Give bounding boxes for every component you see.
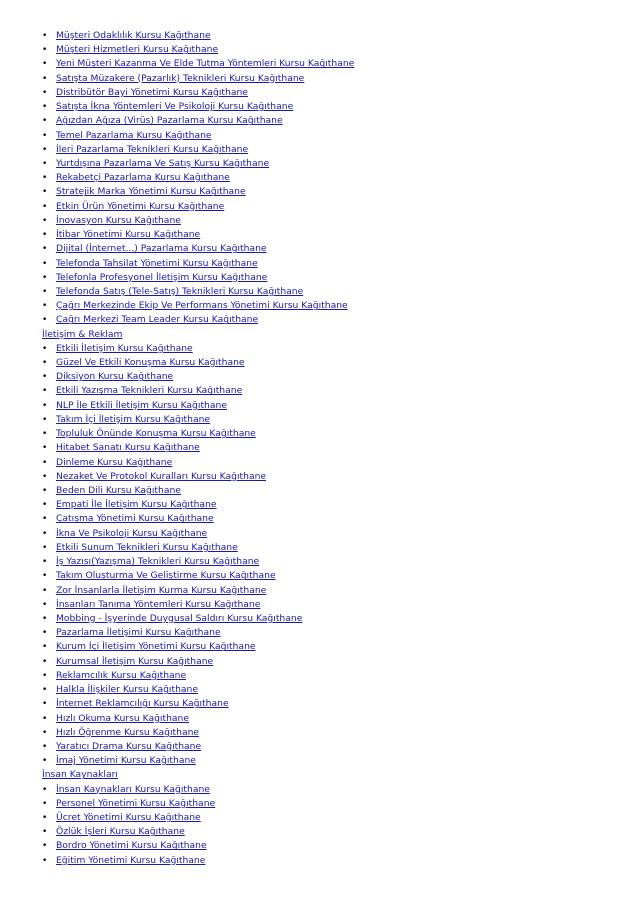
course-link[interactable]: Ücret Yönetimi Kursu Kağıthane — [56, 812, 201, 824]
course-link[interactable]: Kurumsal İletişim Kursu Kağıthane — [56, 655, 214, 667]
bullet-icon: • — [42, 286, 48, 297]
list-item — [0, 456, 638, 470]
course-link[interactable]: Özlük İşleri Kursu Kağıthane — [56, 826, 185, 838]
bullet-icon: • — [42, 414, 48, 425]
list-item — [0, 114, 638, 128]
bullet-icon: • — [42, 87, 48, 98]
list-item — [0, 584, 638, 598]
course-link[interactable]: Empati İle İletişim Kursu Kağıthane — [56, 499, 217, 511]
list-item — [0, 43, 638, 57]
list-item — [0, 342, 638, 356]
bullet-icon: • — [42, 102, 48, 113]
list-item — [0, 797, 638, 811]
course-link[interactable]: Satışta Müzakere (Pazarlık) Teknikleri Kursu Kağıthane — [56, 72, 305, 84]
course-link[interactable]: Temel Pazarlama Kursu Kağıthane — [56, 129, 212, 141]
course-link[interactable]: Beden Dili Kursu Kağıthane — [56, 485, 181, 496]
bullet-icon: • — [42, 685, 48, 696]
course-link[interactable]: Çatışma Yönetimi Kursu Kağıthane — [56, 513, 214, 525]
bullet-icon: • — [42, 599, 48, 610]
list-item — [0, 498, 638, 512]
course-link[interactable]: Diksiyon Kursu Kağıthane — [56, 371, 174, 383]
list-item — [0, 712, 638, 726]
course-link[interactable]: İnsanları Tanıma Yöntemleri Kursu Kağıthane — [56, 598, 261, 610]
bullet-icon: • — [42, 215, 48, 226]
course-link[interactable]: Dijital (İnternet...) Pazarlama Kursu Kağıthane — [56, 243, 267, 255]
course-link[interactable]: Zor İnsanlarla İletişim Kurma Kursu Kağıthane — [56, 584, 267, 596]
list-item — [0, 171, 638, 185]
course-link[interactable]: Kurum İçi İletişim Yönetimi Kursu Kağıthane — [56, 641, 256, 653]
course-link[interactable]: Ağızdan Ağıza (Virüs) Pazarlama Kursu Kağıthane — [56, 115, 283, 127]
list-item — [0, 370, 638, 384]
course-link[interactable]: Eğitim Yönetimi Kursu Kağıthane — [56, 854, 206, 866]
bullet-icon: • — [42, 144, 48, 155]
course-link[interactable]: İmaj Yönetimi Kursu Kağıthane — [56, 755, 196, 767]
course-link[interactable]: İnternet Reklamcılığı Kursu Kağıthane — [56, 698, 229, 710]
bullet-icon: • — [42, 187, 48, 198]
list-item — [0, 825, 638, 839]
course-link[interactable]: Reklamcılık Kursu Kağıthane — [56, 669, 187, 681]
bullet-icon: • — [42, 827, 48, 838]
course-link[interactable]: İnsan Kaynakları Kursu Kağıthane — [56, 783, 210, 795]
list-item — [0, 697, 638, 711]
bullet-icon: • — [42, 855, 48, 866]
list-item — [0, 313, 638, 327]
bullet-icon: • — [42, 400, 48, 411]
list-item — [0, 569, 638, 583]
list-item — [0, 86, 638, 100]
bullet-icon: • — [42, 628, 48, 639]
list-item — [0, 726, 638, 740]
bullet-icon: • — [42, 699, 48, 710]
list-item — [0, 527, 638, 541]
list-item — [0, 100, 638, 114]
bullet-icon: • — [42, 557, 48, 568]
bullet-icon: • — [42, 130, 48, 141]
bullet-icon: • — [42, 656, 48, 667]
bullet-icon: • — [42, 116, 48, 127]
course-link[interactable]: İş Yazısı(Yazışma) Teknikleri Kursu Kağıthane — [56, 556, 260, 568]
bullet-icon: • — [42, 670, 48, 681]
bullet-icon: • — [42, 158, 48, 169]
bullet-icon: • — [42, 358, 48, 369]
course-link[interactable]: Telefonla Profesyonel İletişim Kursu Kağıthane — [56, 271, 268, 283]
bullet-icon: • — [42, 244, 48, 255]
list-item — [0, 285, 638, 299]
bullet-icon: • — [42, 756, 48, 767]
list-item — [0, 512, 638, 526]
course-link[interactable]: Distribütör Bayi Yönetimi Kursu Kağıthane — [56, 86, 248, 98]
list-item — [0, 72, 638, 86]
course-link[interactable]: Hitabet Sanatı Kursu Kağıthane — [56, 442, 200, 454]
course-link[interactable]: Telefonda Tahsilat Yönetimi Kursu Kağıthane — [56, 257, 258, 269]
course-link[interactable]: Etkili İletişim Kursu Kağıthane — [56, 342, 193, 354]
list-item — [0, 200, 638, 214]
course-link[interactable]: Personel Yönetimi Kursu Kağıthane — [56, 797, 216, 809]
bullet-icon: • — [42, 613, 48, 624]
course-link[interactable]: Dinleme Kursu Kağıthane — [56, 456, 173, 468]
bullet-icon: • — [42, 45, 48, 56]
bullet-icon: • — [42, 201, 48, 212]
list-item — [0, 384, 638, 398]
course-link[interactable]: Takım Oluşturma Ve Geliştirme Kursu Kağıthane — [56, 570, 276, 582]
list-item — [0, 399, 638, 413]
course-link[interactable]: Etkin Ürün Yönetimi Kursu Kağıthane — [56, 200, 225, 212]
list-item — [0, 612, 638, 626]
course-link[interactable]: Yurtdışına Pazarlama Ve Satış Kursu Kağıthane — [56, 157, 270, 169]
list-item — [0, 185, 638, 199]
course-link[interactable]: Nezaket Ve Protokol Kuralları Kursu Kağıthane — [56, 470, 267, 482]
bullet-icon: • — [42, 73, 48, 84]
course-link[interactable]: Yaratıcı Drama Kursu Kağıthane — [56, 740, 202, 752]
list-item — [0, 299, 638, 313]
course-link[interactable]: Hızlı Öğrenme Kursu Kağıthane — [56, 726, 200, 738]
course-link[interactable]: İtibar Yönetimi Kursu Kağıthane — [56, 229, 201, 241]
bullet-icon: • — [42, 301, 48, 312]
course-link[interactable]: Çağrı Merkezi Team Leader Kursu Kağıthane — [56, 314, 259, 326]
list-item — [0, 129, 638, 143]
list-item — [0, 626, 638, 640]
course-link[interactable]: Etkili Sunum Teknikleri Kursu Kağıthane — [56, 541, 238, 553]
list-item — [0, 214, 638, 228]
bullet-icon: • — [42, 343, 48, 354]
list-item — [0, 57, 638, 71]
course-link[interactable]: Rekabetçi Pazarlama Kursu Kağıthane — [56, 172, 230, 184]
list-item — [0, 683, 638, 697]
list-item — [0, 470, 638, 484]
bullet-icon: • — [42, 741, 48, 752]
bullet-icon: • — [42, 230, 48, 241]
bullet-icon: • — [42, 514, 48, 525]
section-heading-row — [0, 328, 638, 342]
course-link[interactable]: Pazarlama İletişimi Kursu Kağıthane — [56, 627, 221, 639]
bullet-icon: • — [42, 173, 48, 184]
course-link[interactable]: İnovasyon Kursu Kağıthane — [56, 214, 181, 226]
list-item — [0, 29, 638, 43]
list-item — [0, 228, 638, 242]
list-item — [0, 740, 638, 754]
list-item — [0, 839, 638, 853]
bullet-icon: • — [42, 813, 48, 824]
section-heading-link[interactable]: İletişim & Reklam — [42, 328, 123, 340]
bullet-icon: • — [42, 429, 48, 440]
list-item — [0, 356, 638, 370]
course-link[interactable]: Hızlı Okuma Kursu Kağıthane — [56, 712, 190, 724]
course-link[interactable]: Halkla İlişkiler Kursu Kağıthane — [56, 684, 198, 696]
course-link[interactable]: NLP İle Etkili İletişim Kursu Kağıthane — [56, 399, 227, 411]
course-link[interactable]: Telefonda Satış (Tele-Satış) Teknikleri Kursu Kağıthane — [56, 285, 304, 297]
list-item — [0, 257, 638, 271]
bullet-icon: • — [42, 258, 48, 269]
course-link[interactable]: Takım İçi İletişim Kursu Kağıthane — [56, 413, 211, 425]
list-item — [0, 754, 638, 768]
list-item — [0, 541, 638, 555]
bullet-icon: • — [42, 798, 48, 809]
bullet-icon: • — [42, 59, 48, 70]
list-item — [0, 555, 638, 569]
bullet-icon: • — [42, 528, 48, 539]
list-item — [0, 598, 638, 612]
course-link[interactable]: Bordro Yönetimi Kursu Kağıthane — [56, 840, 207, 852]
bullet-icon: • — [42, 457, 48, 468]
list-item — [0, 484, 638, 498]
list-item — [0, 669, 638, 683]
course-link[interactable]: Topluluk Önünde Konuşma Kursu Kağıthane — [56, 428, 256, 440]
course-list-page — [0, 29, 638, 868]
list-item — [0, 271, 638, 285]
bullet-icon: • — [42, 272, 48, 283]
bullet-icon: • — [42, 486, 48, 496]
course-link[interactable]: Mobbing - İşyerinde Duygusal Saldırı Kursu Kağıthane — [56, 612, 303, 624]
course-link[interactable]: Çağrı Merkezinde Ekip Ve Performans Yönetimi Kursu Kağıthane — [56, 300, 348, 312]
list-item — [0, 783, 638, 797]
course-link[interactable]: İkna Ve Psikoloji Kursu Kağıthane — [56, 527, 208, 539]
list-item — [0, 413, 638, 427]
course-link[interactable]: Etkili Yazışma Teknikleri Kursu Kağıthane — [56, 385, 243, 397]
section-heading-row — [0, 768, 638, 782]
bullet-icon: • — [42, 727, 48, 738]
list-item — [0, 811, 638, 825]
bullet-icon: • — [42, 784, 48, 795]
list-item — [0, 854, 638, 868]
bullet-icon: • — [42, 500, 48, 511]
list-item — [0, 143, 638, 157]
bullet-icon: • — [42, 443, 48, 454]
list-item — [0, 640, 638, 654]
list-item — [0, 427, 638, 441]
course-link[interactable]: Stratejik Marka Yönetimi Kursu Kağıthane — [56, 186, 246, 198]
course-link[interactable]: Yeni Müşteri Kazanma Ve Elde Tutma Yöntemleri Kursu Kağıthane — [56, 58, 355, 70]
bullet-icon: • — [42, 841, 48, 852]
list-item — [0, 157, 638, 171]
bullet-icon: • — [42, 542, 48, 553]
course-link[interactable]: Güzel Ve Etkili Konuşma Kursu Kağıthane — [56, 357, 245, 369]
bullet-icon: • — [42, 315, 48, 326]
bullet-icon: • — [42, 386, 48, 397]
course-link[interactable]: Satışta İkna Yöntemleri Ve Psikoloji Kursu Kağıthane — [56, 101, 294, 113]
bullet-icon: • — [42, 571, 48, 582]
list-item — [0, 441, 638, 455]
bullet-icon: • — [42, 31, 48, 41]
bullet-icon: • — [42, 471, 48, 482]
bullet-icon: • — [42, 713, 48, 724]
bullet-icon: • — [42, 372, 48, 383]
course-link[interactable]: İleri Pazarlama Teknikleri Kursu Kağıthane — [56, 143, 249, 155]
section-heading-link[interactable]: İnsan Kaynakları — [42, 769, 118, 781]
course-link[interactable]: Müşteri Odaklılık Kursu Kağıthane — [56, 30, 211, 41]
bullet-icon: • — [42, 585, 48, 596]
bullet-icon: • — [42, 642, 48, 653]
list-item — [0, 655, 638, 669]
list-item — [0, 242, 638, 256]
course-link[interactable]: Müşteri Hizmetleri Kursu Kağıthane — [56, 44, 219, 56]
